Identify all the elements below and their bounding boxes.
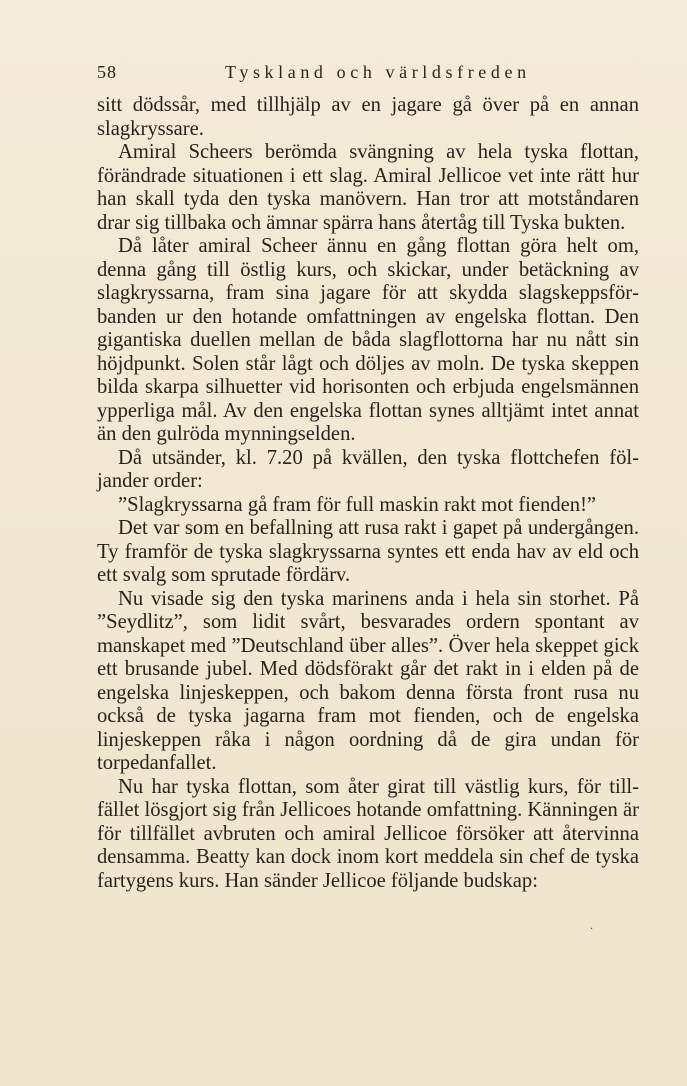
paragraph: Nu visade sig den tyska marinens anda i hela sin storhet. På ”Seydlitz”, som lidit svårt, besvarades ordern spontant av manskapet med ”Deutschland über alles”. Över hela skeppet gick ett brusande jubel. Med dödsförakt går det rakt in i elden på de engelska linjeskeppen, och bakom denna första front rusa nu också de tyska jagarna fram mot fienden, och de engelska linjeskeppen råka i någon oordning då de gira undan för torpedanfallet. <box>97 587 639 774</box>
paragraph: ”Slagkryssarna gå fram för full maskin rakt mot fienden!” <box>118 493 597 516</box>
page-number: 58 <box>97 62 117 82</box>
stray-ink-dot: · <box>590 924 594 935</box>
paragraph: Då låter amiral Scheer ännu en gång flottan göra helt om, denna gång till östlig kurs, och skickar, under betäckning av slagkryssarna, fram sina jagare för att skydda slagskeppsförbanden ur den hotande omfattningen av engelska flottan. Den gigantiska duellen mellan de båda slagflottorna har nu nått sin höjdpunkt. Solen står lågt och döljes av moln. De tyska skeppen bilda skarpa silhuetter vid horisonten och erbjuda engelsmännen ypperliga mål. Av den engelska flottan synes alltjämt intet annat än den gulröda mynningselden. <box>97 235 639 445</box>
body-text <box>97 94 639 893</box>
paragraph: Nu har tyska flottan, som åter girat till västlig kurs, för tillfället lösgjort sig från Jellicoes hotande omfattning. Känningen är för tillfället avbruten och amiral Jellicoe försöker att återvinna densamma. Beatty kan dock inom kort meddela sin chef de tyska fartygens kurs. Han sänder Jellicoe följande budskap: <box>97 775 639 892</box>
paragraph: Amiral Scheers berömda svängning av hela tyska flottan, förändrade situationen i ett slag. Amiral Jellicoe vet inte rätt hur han skall tyda den tyska manövern. Han tror att motståndaren drar sig tillbaka och ämnar spärra hans återtåg till Tyska bukten. <box>97 141 639 234</box>
page-header <box>97 61 639 83</box>
paragraph: sitt dödssår, med tillhjälp av en jagare gå över på en annan slagkryssare. <box>97 94 639 140</box>
paragraph: Det var som en befallning att rusa rakt i gapet på undergången. Ty framför de tyska slagkryssarna syntes ett enda hav av eld och ett svalg som sprutade fördärv. <box>97 517 639 586</box>
running-title: Tyskland och världsfreden <box>225 62 531 82</box>
paragraph: Då utsänder, kl. 7.20 på kvällen, den tyska flottchefen följander order: <box>97 446 639 492</box>
